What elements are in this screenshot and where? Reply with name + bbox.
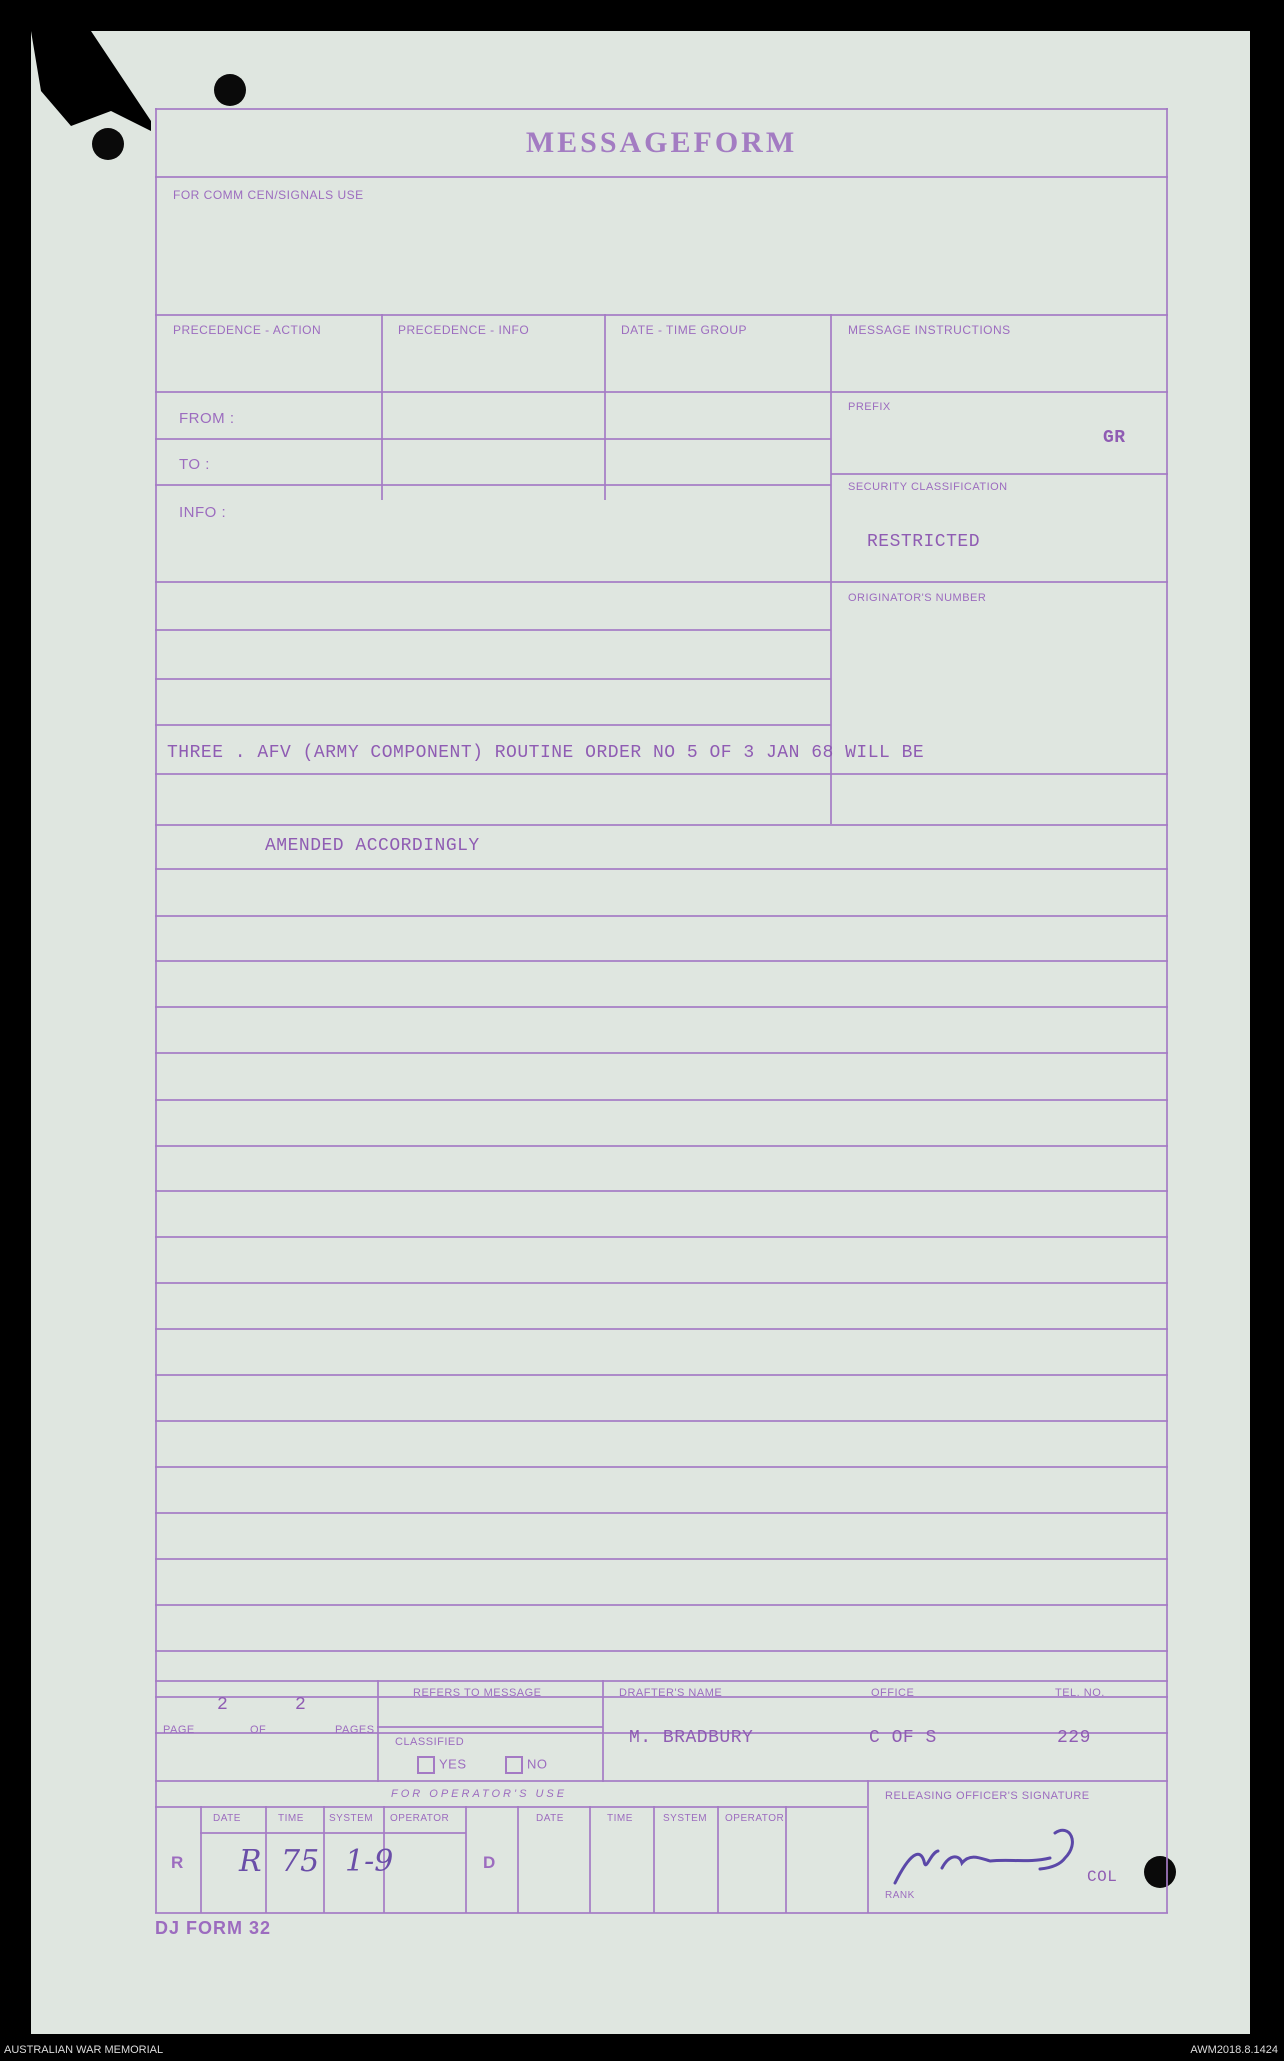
footer-right: AWM2018.8.1424 <box>1190 2044 1278 2056</box>
handwritten-time: 75 <box>281 1844 320 1879</box>
operators-use-label: FOR OPERATOR'S USE <box>391 1788 568 1800</box>
precedence-action-label: PRECEDENCE - ACTION <box>173 323 322 337</box>
op-date-label: DATE <box>213 1813 241 1824</box>
pages-total: 2 <box>295 1695 307 1715</box>
rank-label: RANK <box>885 1890 915 1901</box>
handwritten-system: 1-9 <box>345 1844 394 1879</box>
message-text-line-1: THREE . AFV (ARMY COMPONENT) ROUTINE ORDER NO 5 OF 3 JAN 68 WILL BE <box>167 743 925 763</box>
office-value: C OF S <box>869 1728 937 1748</box>
message-text-line-2: AMENDED ACCORDINGLY <box>265 836 480 856</box>
r-label: R <box>171 1853 184 1872</box>
form-title: MESSAGEFORM <box>525 126 798 159</box>
d-system-label: SYSTEM <box>663 1813 708 1824</box>
originator-number-label: ORIGINATOR'S NUMBER <box>848 592 987 604</box>
form-number: DJ FORM 32 <box>155 1918 272 1938</box>
precedence-info-label: PRECEDENCE - INFO <box>398 323 530 337</box>
from-label: FROM : <box>179 410 235 427</box>
op-operator-label: OPERATOR <box>390 1813 450 1824</box>
d-operator-label: OPERATOR <box>725 1813 785 1824</box>
classified-yes: YES <box>417 1756 467 1774</box>
signature <box>890 1813 1120 1903</box>
no-checkbox[interactable] <box>505 1756 523 1774</box>
op-system-label: SYSTEM <box>329 1813 374 1824</box>
drafters-name-value: M. BRADBURY <box>629 1728 754 1748</box>
prefix-label: PREFIX <box>848 401 891 413</box>
office-label: OFFICE <box>871 1687 915 1699</box>
punch-hole <box>92 128 124 160</box>
punch-hole <box>214 74 246 106</box>
classified-label: CLASSIFIED <box>395 1736 465 1748</box>
security-classification-label: SECURITY CLASSIFICATION <box>848 481 1008 493</box>
tel-no-label: TEL. NO. <box>1055 1687 1105 1699</box>
page-label: PAGE <box>163 1724 195 1736</box>
d-time-label: TIME <box>607 1813 633 1824</box>
drafters-name-label: DRAFTER'S NAME <box>619 1687 723 1699</box>
comm-centre-label: FOR COMM CEN/SIGNALS USE <box>173 188 364 202</box>
handwritten-date: R <box>239 1844 262 1879</box>
releasing-officer-label: RELEASING OFFICER'S SIGNATURE <box>885 1790 1090 1802</box>
message-form <box>155 108 1168 1913</box>
to-label: TO : <box>179 456 210 473</box>
footer-left: AUSTRALIAN WAR MEMORIAL <box>4 2044 164 2056</box>
of-label: OF <box>250 1724 267 1736</box>
page-number: 2 <box>217 1695 229 1715</box>
tel-no-value: 229 <box>1057 1728 1091 1748</box>
prefix-value: GR <box>1103 428 1126 448</box>
security-classification-value: RESTRICTED <box>867 532 981 552</box>
op-time-label: TIME <box>278 1813 304 1824</box>
torn-corner <box>31 31 151 131</box>
rank-value: COL <box>1087 1868 1118 1886</box>
d-date-label: DATE <box>536 1813 564 1824</box>
date-time-group-label: DATE - TIME GROUP <box>621 323 748 337</box>
d-label: D <box>483 1853 496 1872</box>
pages-label: PAGES <box>335 1724 375 1736</box>
refers-to-message-label: REFERS TO MESSAGE <box>413 1687 542 1699</box>
info-label: INFO : <box>179 504 227 521</box>
message-instructions-label: MESSAGE INSTRUCTIONS <box>848 323 1011 337</box>
yes-checkbox[interactable] <box>417 1756 435 1774</box>
classified-no: NO <box>505 1756 548 1774</box>
